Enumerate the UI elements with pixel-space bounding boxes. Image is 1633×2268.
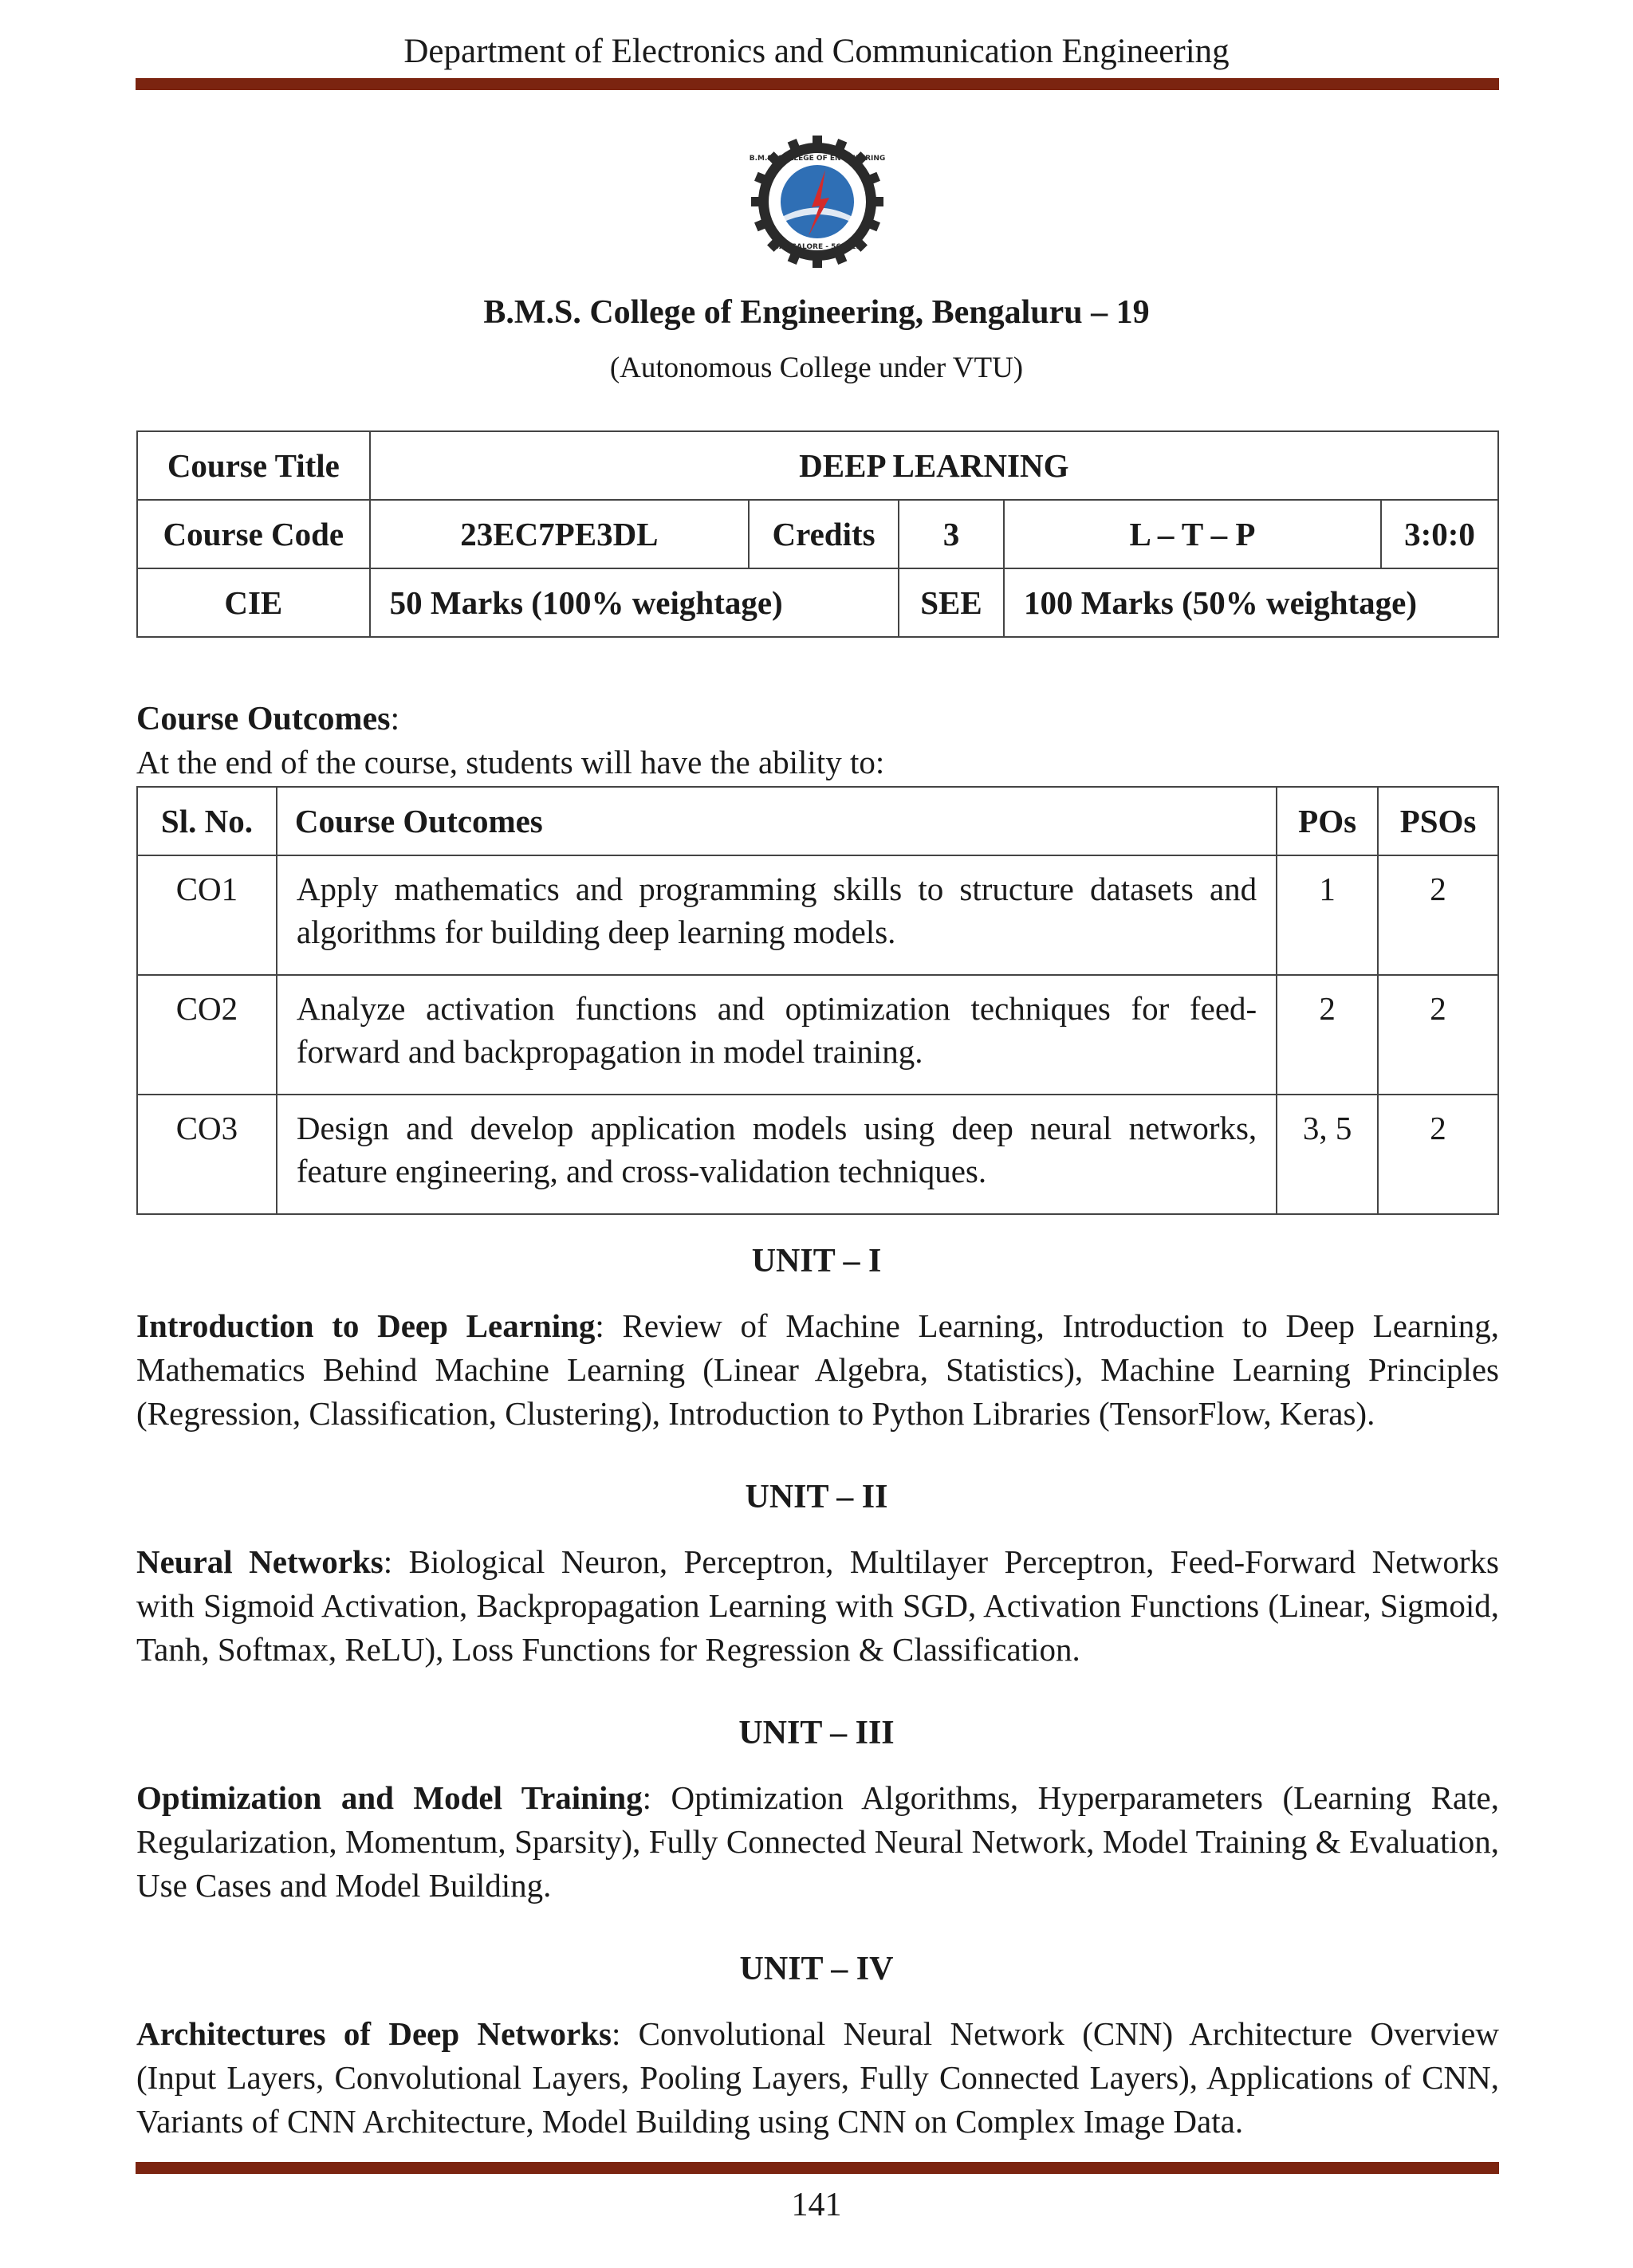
unit-2-topic: Neural Networks [136,1543,384,1580]
course-title-label: Course Title [137,431,370,500]
unit-4-content [136,2012,1499,2144]
ltp-label: L – T – P [1004,500,1381,568]
cie-label: CIE [137,568,370,637]
co-id: CO1 [137,855,277,975]
col-header-psos: PSOs [1378,787,1498,855]
course-code-value: 23EC7PE3DL [370,500,749,568]
table-row [137,855,1498,975]
course-code-row [137,500,1498,568]
see-label: SEE [899,568,1004,637]
unit-2-content [136,1540,1499,1672]
co-psos: 2 [1378,855,1498,975]
co-id: CO2 [137,975,277,1095]
see-value: 100 Marks (50% weightage) [1004,568,1498,637]
co-description: Design and develop application models using deep neural networks, feature engineering, and cross-validation techniques. [277,1095,1277,1214]
course-title-row [137,431,1498,500]
unit-3-topic: Optimization and Model Training [136,1779,643,1816]
table-row [137,1095,1498,1214]
logo-ring-top-text: B.M.S. COLLEGE OF ENGINEERING [750,155,885,163]
course-outcomes-heading: Course Outcomes: [136,701,400,737]
credits-value: 3 [899,500,1004,568]
college-logo [750,134,885,269]
college-name: B.M.S. College of Engineering, Bengaluru – 19 [483,294,1150,331]
course-code-label: Course Code [137,500,370,568]
co-description: Analyze activation functions and optimization techniques for feed-forward and backpropagation in model training. [277,975,1277,1095]
co-pos: 3, 5 [1277,1095,1378,1214]
department-header: Department of Electronics and Communication Engineering [403,33,1230,70]
cie-value: 50 Marks (100% weightage) [370,568,899,637]
course-outcomes-table [136,786,1499,1215]
table-row [137,975,1498,1095]
col-header-sl-no: Sl. No. [137,787,277,855]
col-header-pos: POs [1277,787,1378,855]
ltp-value: 3:0:0 [1381,500,1498,568]
col-header-course-outcomes: Course Outcomes [277,787,1277,855]
credits-label: Credits [749,500,899,568]
logo-ring-bottom-text: BANGALORE - 560019 [773,243,861,251]
unit-4-title: UNIT – IV [739,1951,894,1987]
unit-1-title: UNIT – I [751,1243,882,1279]
unit-3-content [136,1776,1499,1908]
marks-row [137,568,1498,637]
unit-3-title: UNIT – III [738,1715,895,1751]
course-title-value: DEEP LEARNING [370,431,1498,500]
header-rule [136,78,1499,90]
co-id: CO3 [137,1095,277,1214]
co-pos: 2 [1277,975,1378,1095]
unit-4-description: : Convolutional Neural Network (CNN) Architecture Overview (Input Layers, Convolutional Layers, Pooling Layers, Fully Connected Layers), Applications of CNN, Variants of CNN Architecture, Model Building using CNN on Complex Image Data. [136,2015,1499,2140]
co-description: Apply mathematics and programming skills to structure datasets and algorithms for building deep learning models. [277,855,1277,975]
college-affiliation: (Autonomous College under VTU) [609,352,1024,384]
unit-1-topic: Introduction to Deep Learning [136,1307,596,1344]
unit-4-topic: Architectures of Deep Networks [136,2015,612,2052]
unit-2-description: : Biological Neuron, Perceptron, Multilayer Perceptron, Feed-Forward Networks with Sigmoid Activation, Backpropagation Learning with SGD, Activation Functions (Linear, Sigmoid, Tanh, Softmax, ReLU), Loss Functions for Regression & Classification. [136,1543,1499,1668]
course-outcomes-intro: At the end of the course, students will have the ability to: [136,744,885,780]
co-psos: 2 [1378,975,1498,1095]
course-outcomes-header-row [137,787,1498,855]
unit-1-content [136,1304,1499,1436]
co-psos: 2 [1378,1095,1498,1214]
unit-1-description: : Review of Machine Learning, Introduction to Deep Learning, Mathematics Behind Machine Learning (Linear Algebra, Statistics), Machine Learning Principles (Regression, Classification, Clustering), Introduction to Python Libraries (TensorFlow, Keras). [136,1307,1499,1432]
course-info-table [136,430,1499,638]
unit-2-title: UNIT – II [745,1479,888,1515]
unit-3-description: : Optimization Algorithms, Hyperparameters (Learning Rate, Regularization, Momentum, Sparsity), Fully Connected Neural Network, Model Training & Evaluation, Use Cases and Model Building. [136,1779,1499,1904]
co-pos: 1 [1277,855,1378,975]
footer-rule [136,2162,1499,2174]
page-number: 141 [791,2187,842,2223]
